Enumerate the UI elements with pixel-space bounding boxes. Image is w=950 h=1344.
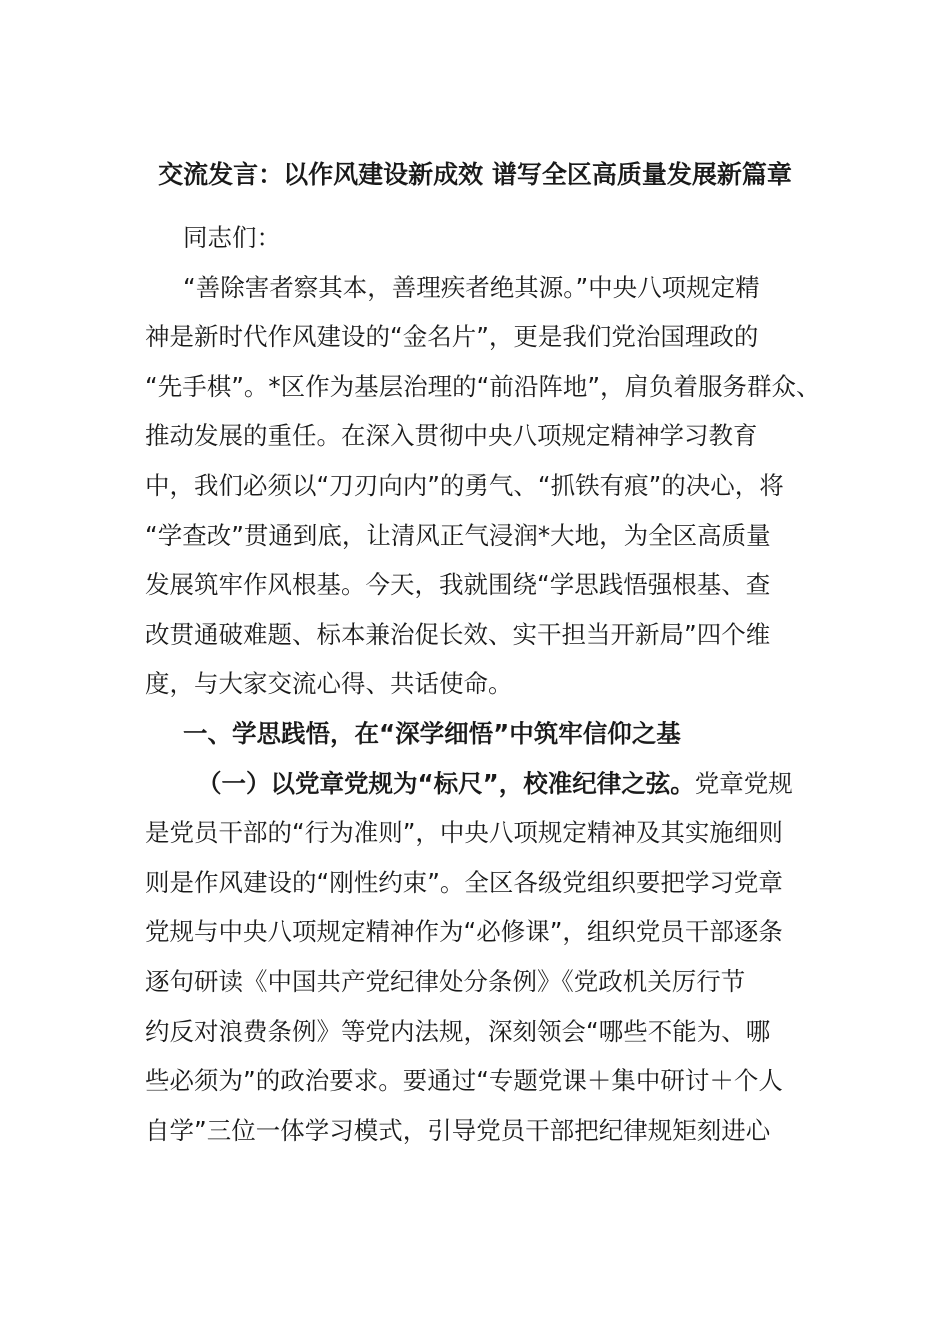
paragraph-line: 些必须为”的政治要求。要通过“专题党课＋集中研讨＋个人: [145, 1066, 783, 1096]
document-title: 交流发言：以作风建设新成效 谱写全区高质量发展新篇章: [158, 160, 792, 189]
intro-line: “善除害者察其本，善理疾者绝其源。”中央八项规定精: [183, 272, 760, 302]
intro-line: 中，我们必须以“刀刃向内”的勇气、“抓铁有痕”的决心，将: [145, 470, 784, 500]
subsection-first-line-rest: 党章党规: [694, 768, 793, 798]
paragraph-line: 逐句研读《中国共产党纪律处分条例》《党政机关厉行节: [145, 966, 746, 996]
intro-line: “先手棋”。*区作为基层治理的“前沿阵地”，肩负着服务群众、: [145, 371, 821, 401]
paragraph-line: 约反对浪费条例》等党内法规，深刻领会“哪些不能为、哪: [145, 1016, 771, 1046]
intro-line: 神是新时代作风建设的“金名片”，更是我们党治国理政的: [145, 322, 759, 352]
paragraph-line: 自学”三位一体学习模式，引导党员干部把纪律规矩刻进心: [145, 1115, 771, 1145]
intro-line: 推动发展的重任。在深入贯彻中央八项规定精神学习教育: [145, 421, 758, 451]
subsection-first-line: [145, 759, 805, 809]
subsection-heading: （一）以党章党规为“标尺”，校准纪律之弦。: [197, 768, 695, 798]
intro-line: 度，与大家交流心得、共话使命。: [145, 669, 513, 699]
document-body: [145, 213, 821, 1155]
intro-line: “学查改”贯通到底，让清风正气浸润*大地，为全区高质量: [145, 520, 771, 550]
paragraph-line: 则是作风建设的“刚性约束”。全区各级党组织要把学习党章: [145, 867, 783, 897]
salutation: 同志们：: [183, 223, 281, 252]
intro-line: 发展筑牢作风根基。今天，我就围绕“学思践悟强根基、查: [145, 570, 771, 600]
paragraph-line: 是党员干部的“行为准则”，中央八项规定精神及其实施细则: [145, 818, 783, 848]
intro-line: 改贯通破难题、标本兼治促长效、实干担当开新局”四个维: [145, 619, 771, 649]
section-heading: 一、学思践悟，在“深学细悟”中筑牢信仰之基: [183, 718, 681, 748]
paragraph-line: 党规与中央八项规定精神作为“必修课”，组织党员干部逐条: [145, 917, 783, 947]
